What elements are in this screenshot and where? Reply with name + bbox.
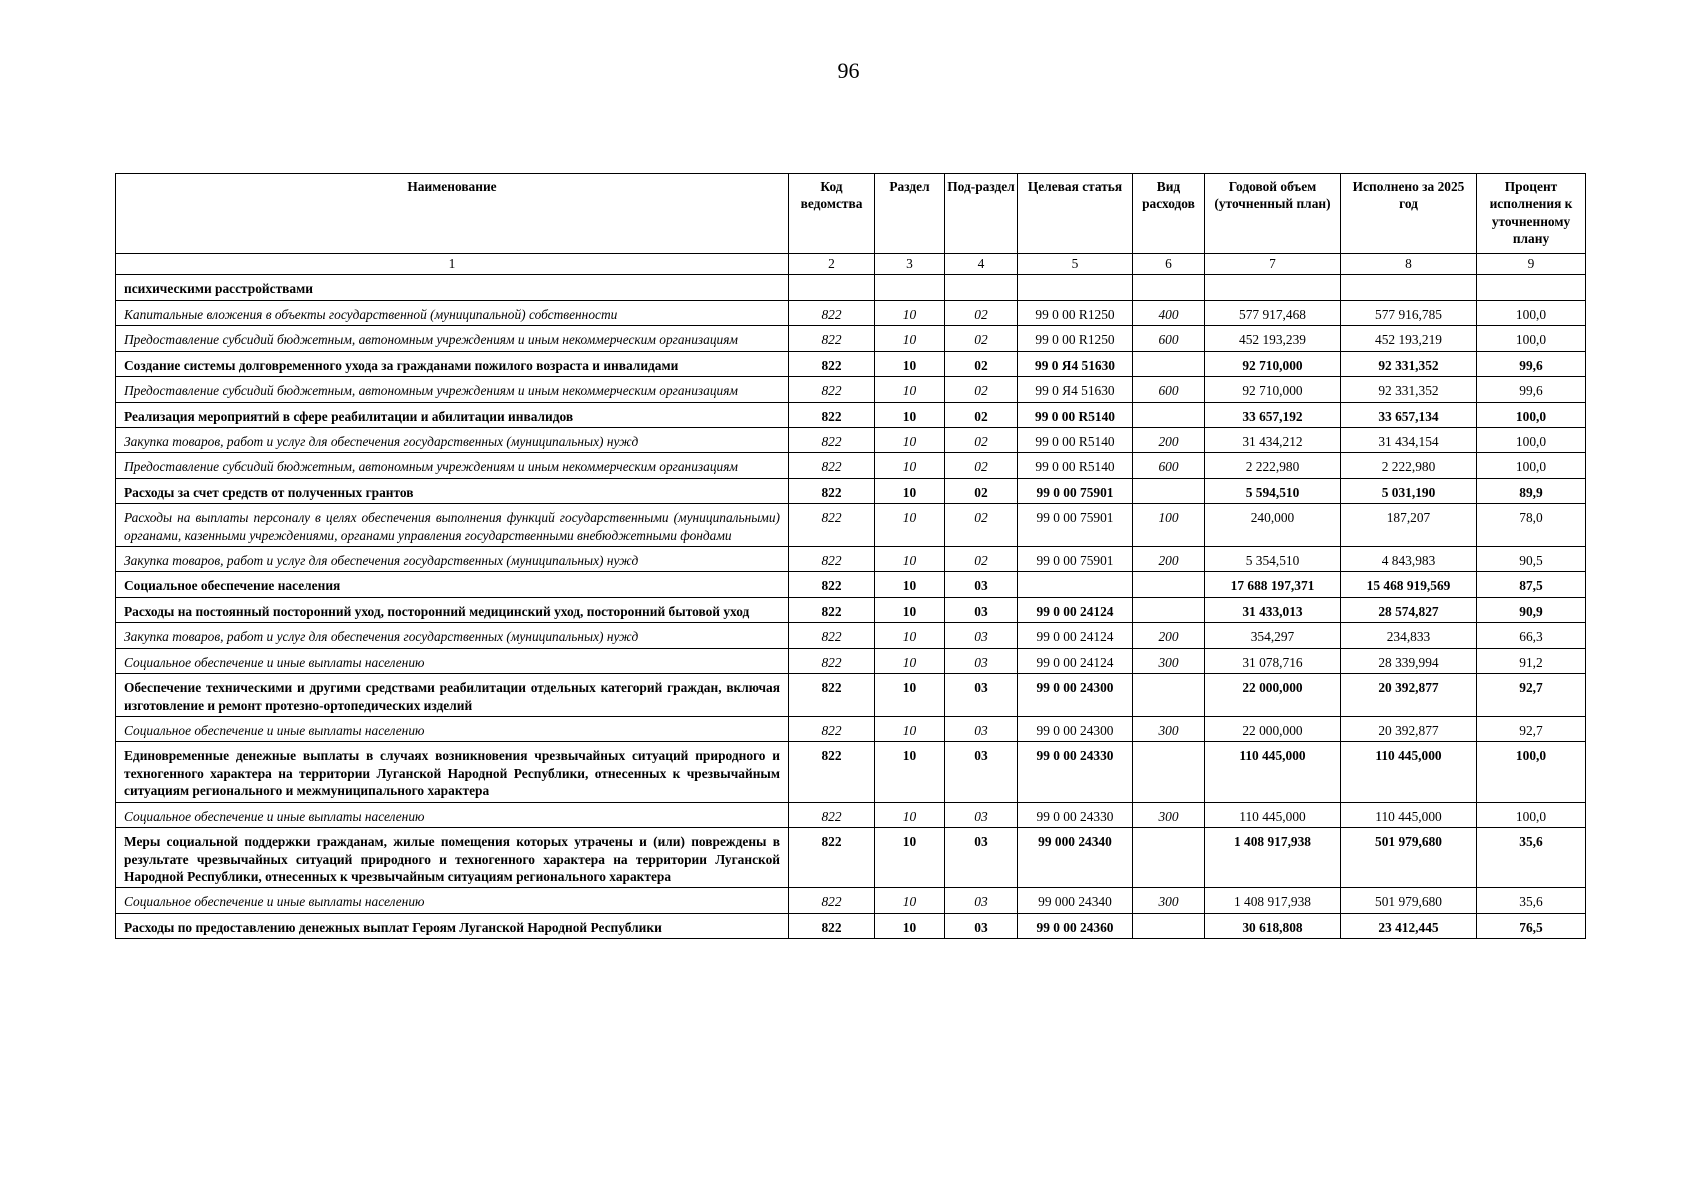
cell-name: Предоставление субсидий бюджетным, автономным учреждениям и иным некоммерческим организациям: [116, 453, 789, 478]
page-number: 96: [837, 58, 860, 83]
cell-annual-plan: 1 408 917,938: [1205, 888, 1341, 913]
cell-name: Реализация мероприятий в сфере реабилитации и абилитации инвалидов: [116, 402, 789, 427]
cell-annual-plan: 33 657,192: [1205, 402, 1341, 427]
column-number: 6: [1133, 254, 1205, 275]
column-number: 4: [945, 254, 1018, 275]
cell-section: 10: [875, 427, 945, 452]
header-target-article: Целевая статья: [1018, 174, 1133, 254]
cell-name: Обеспечение техническими и другими средствами реабилитации отдельных категорий граждан, включая изготовление и ремонт протезно-ортопедических изделий: [116, 674, 789, 717]
cell-executed: [1341, 275, 1477, 300]
cell-section: 10: [875, 648, 945, 673]
cell-expense-kind: 600: [1133, 377, 1205, 402]
cell-name: Закупка товаров, работ и услуг для обеспечения государственных (муниципальных) нужд: [116, 623, 789, 648]
cell-department-code: 822: [789, 828, 875, 888]
cell-target-article: 99 0 00 24330: [1018, 742, 1133, 802]
cell-name: Закупка товаров, работ и услуг для обеспечения государственных (муниципальных) нужд: [116, 427, 789, 452]
cell-name: психическими расстройствами: [116, 275, 789, 300]
cell-executed: 28 574,827: [1341, 597, 1477, 622]
cell-expense-kind: 300: [1133, 888, 1205, 913]
cell-section: [875, 275, 945, 300]
cell-section: 10: [875, 674, 945, 717]
cell-department-code: 822: [789, 326, 875, 351]
header-section: Раздел: [875, 174, 945, 254]
cell-execution-percent: 66,3: [1477, 623, 1586, 648]
cell-expense-kind: 300: [1133, 802, 1205, 827]
cell-section: 10: [875, 377, 945, 402]
cell-executed: 5 031,190: [1341, 478, 1477, 503]
cell-subsection: 02: [945, 427, 1018, 452]
cell-name: Расходы за счет средств от полученных грантов: [116, 478, 789, 503]
cell-annual-plan: 577 917,468: [1205, 300, 1341, 325]
table-row: [116, 913, 1586, 938]
cell-expense-kind: [1133, 572, 1205, 597]
cell-target-article: 99 0 00 24124: [1018, 623, 1133, 648]
cell-target-article: 99 0 00 R5140: [1018, 402, 1133, 427]
cell-target-article: [1018, 572, 1133, 597]
cell-executed: 234,833: [1341, 623, 1477, 648]
cell-name: Предоставление субсидий бюджетным, автономным учреждениям и иным некоммерческим организациям: [116, 377, 789, 402]
cell-department-code: 822: [789, 888, 875, 913]
header-subsection: Под-раздел: [945, 174, 1018, 254]
header-annual-plan: Годовой объем (уточненный план): [1205, 174, 1341, 254]
cell-name: Предоставление субсидий бюджетным, автономным учреждениям и иным некоммерческим организациям: [116, 326, 789, 351]
cell-annual-plan: 5 594,510: [1205, 478, 1341, 503]
table-row: [116, 478, 1586, 503]
cell-name: Социальное обеспечение и иные выплаты населению: [116, 802, 789, 827]
cell-target-article: 99 000 24340: [1018, 888, 1133, 913]
cell-execution-percent: 100,0: [1477, 742, 1586, 802]
cell-target-article: 99 0 00 24124: [1018, 597, 1133, 622]
cell-department-code: 822: [789, 717, 875, 742]
cell-department-code: 822: [789, 802, 875, 827]
cell-annual-plan: 2 222,980: [1205, 453, 1341, 478]
cell-executed: 23 412,445: [1341, 913, 1477, 938]
cell-department-code: 822: [789, 674, 875, 717]
cell-name: Социальное обеспечение и иные выплаты населению: [116, 717, 789, 742]
table-row: [116, 572, 1586, 597]
header-row: [116, 174, 1586, 254]
cell-subsection: 02: [945, 453, 1018, 478]
cell-execution-percent: 35,6: [1477, 828, 1586, 888]
cell-execution-percent: 100,0: [1477, 453, 1586, 478]
column-number: 3: [875, 254, 945, 275]
cell-section: 10: [875, 597, 945, 622]
cell-subsection: 02: [945, 478, 1018, 503]
cell-expense-kind: [1133, 275, 1205, 300]
table-row: [116, 300, 1586, 325]
cell-executed: 28 339,994: [1341, 648, 1477, 673]
cell-execution-percent: [1477, 275, 1586, 300]
cell-execution-percent: 91,2: [1477, 648, 1586, 673]
cell-name: Расходы по предоставлению денежных выплат Героям Луганской Народной Республики: [116, 913, 789, 938]
cell-annual-plan: 452 193,239: [1205, 326, 1341, 351]
cell-executed: 33 657,134: [1341, 402, 1477, 427]
header-department-code: Код ведомства: [789, 174, 875, 254]
cell-department-code: 822: [789, 377, 875, 402]
cell-execution-percent: 100,0: [1477, 326, 1586, 351]
cell-target-article: 99 0 00 75901: [1018, 504, 1133, 547]
cell-executed: 452 193,219: [1341, 326, 1477, 351]
cell-annual-plan: 1 408 917,938: [1205, 828, 1341, 888]
cell-expense-kind: [1133, 402, 1205, 427]
cell-expense-kind: 600: [1133, 326, 1205, 351]
cell-execution-percent: 90,9: [1477, 597, 1586, 622]
cell-subsection: 03: [945, 742, 1018, 802]
cell-section: 10: [875, 913, 945, 938]
cell-target-article: 99 0 00 75901: [1018, 547, 1133, 572]
cell-expense-kind: [1133, 828, 1205, 888]
cell-subsection: 02: [945, 504, 1018, 547]
cell-annual-plan: 31 433,013: [1205, 597, 1341, 622]
header-executed: Исполнено за 2025 год: [1341, 174, 1477, 254]
cell-subsection: 03: [945, 572, 1018, 597]
cell-target-article: 99 0 Я4 51630: [1018, 377, 1133, 402]
cell-name: Расходы на выплаты персоналу в целях обеспечения выполнения функций государственными (муниципальными) органами, казенными учреждениями, органами управления государственными внебюджетными фондами: [116, 504, 789, 547]
cell-department-code: 822: [789, 351, 875, 376]
table-row: [116, 802, 1586, 827]
cell-target-article: [1018, 275, 1133, 300]
cell-executed: 2 222,980: [1341, 453, 1477, 478]
table-body: [116, 275, 1586, 939]
cell-subsection: [945, 275, 1018, 300]
cell-section: 10: [875, 300, 945, 325]
cell-subsection: 03: [945, 828, 1018, 888]
cell-target-article: 99 0 00 R1250: [1018, 326, 1133, 351]
table-row: [116, 648, 1586, 673]
cell-department-code: 822: [789, 572, 875, 597]
column-number: 9: [1477, 254, 1586, 275]
cell-execution-percent: 76,5: [1477, 913, 1586, 938]
table-row: [116, 674, 1586, 717]
table-row: [116, 326, 1586, 351]
cell-department-code: 822: [789, 547, 875, 572]
cell-section: 10: [875, 402, 945, 427]
cell-department-code: 822: [789, 597, 875, 622]
cell-expense-kind: 200: [1133, 547, 1205, 572]
table-row: [116, 453, 1586, 478]
cell-annual-plan: 92 710,000: [1205, 351, 1341, 376]
budget-execution-table: [115, 173, 1586, 939]
cell-execution-percent: 100,0: [1477, 402, 1586, 427]
cell-expense-kind: 600: [1133, 453, 1205, 478]
cell-target-article: 99 0 00 24124: [1018, 648, 1133, 673]
cell-department-code: 822: [789, 623, 875, 648]
cell-execution-percent: 87,5: [1477, 572, 1586, 597]
cell-annual-plan: 31 078,716: [1205, 648, 1341, 673]
cell-name: Капитальные вложения в объекты государственной (муниципальной) собственности: [116, 300, 789, 325]
column-number: 2: [789, 254, 875, 275]
cell-subsection: 02: [945, 351, 1018, 376]
cell-subsection: 02: [945, 547, 1018, 572]
cell-section: 10: [875, 453, 945, 478]
cell-executed: 92 331,352: [1341, 377, 1477, 402]
table-row: [116, 623, 1586, 648]
cell-execution-percent: 92,7: [1477, 717, 1586, 742]
cell-annual-plan: 110 445,000: [1205, 802, 1341, 827]
column-number: 7: [1205, 254, 1341, 275]
table-row: [116, 402, 1586, 427]
table-row: [116, 547, 1586, 572]
cell-department-code: 822: [789, 478, 875, 503]
table-row: [116, 828, 1586, 888]
cell-section: 10: [875, 326, 945, 351]
cell-executed: 110 445,000: [1341, 802, 1477, 827]
cell-section: 10: [875, 717, 945, 742]
cell-expense-kind: [1133, 478, 1205, 503]
cell-annual-plan: 30 618,808: [1205, 913, 1341, 938]
table-row: [116, 888, 1586, 913]
cell-department-code: 822: [789, 427, 875, 452]
cell-department-code: 822: [789, 742, 875, 802]
cell-subsection: 03: [945, 674, 1018, 717]
cell-department-code: 822: [789, 300, 875, 325]
cell-section: 10: [875, 828, 945, 888]
cell-subsection: 03: [945, 913, 1018, 938]
cell-subsection: 03: [945, 717, 1018, 742]
cell-executed: 501 979,680: [1341, 888, 1477, 913]
cell-executed: 4 843,983: [1341, 547, 1477, 572]
cell-name: Социальное обеспечение населения: [116, 572, 789, 597]
cell-execution-percent: 100,0: [1477, 802, 1586, 827]
cell-expense-kind: [1133, 913, 1205, 938]
cell-subsection: 02: [945, 402, 1018, 427]
cell-execution-percent: 99,6: [1477, 351, 1586, 376]
cell-execution-percent: 78,0: [1477, 504, 1586, 547]
cell-executed: 187,207: [1341, 504, 1477, 547]
cell-annual-plan: 92 710,000: [1205, 377, 1341, 402]
cell-expense-kind: 300: [1133, 717, 1205, 742]
cell-target-article: 99 0 00 24330: [1018, 802, 1133, 827]
cell-subsection: 03: [945, 888, 1018, 913]
cell-executed: 15 468 919,569: [1341, 572, 1477, 597]
cell-section: 10: [875, 351, 945, 376]
cell-expense-kind: [1133, 674, 1205, 717]
cell-executed: 92 331,352: [1341, 351, 1477, 376]
cell-expense-kind: 200: [1133, 623, 1205, 648]
cell-execution-percent: 92,7: [1477, 674, 1586, 717]
cell-expense-kind: [1133, 351, 1205, 376]
cell-execution-percent: 100,0: [1477, 300, 1586, 325]
cell-target-article: 99 0 Я4 51630: [1018, 351, 1133, 376]
cell-target-article: 99 000 24340: [1018, 828, 1133, 888]
cell-executed: 577 916,785: [1341, 300, 1477, 325]
cell-annual-plan: 17 688 197,371: [1205, 572, 1341, 597]
cell-executed: 20 392,877: [1341, 674, 1477, 717]
cell-target-article: 99 0 00 R5140: [1018, 427, 1133, 452]
cell-execution-percent: 99,6: [1477, 377, 1586, 402]
cell-execution-percent: 89,9: [1477, 478, 1586, 503]
table-row: [116, 427, 1586, 452]
cell-target-article: 99 0 00 24300: [1018, 674, 1133, 717]
table-row: [116, 377, 1586, 402]
cell-subsection: 03: [945, 597, 1018, 622]
cell-name: Единовременные денежные выплаты в случаях возникновения чрезвычайных ситуаций природного и техногенного характера на территории Луганской Народной Республики, отнесенных к чрезвычайным ситуациям регионального и межмуниципального характера: [116, 742, 789, 802]
cell-section: 10: [875, 478, 945, 503]
cell-subsection: 03: [945, 802, 1018, 827]
header-name: Наименование: [116, 174, 789, 254]
cell-annual-plan: 22 000,000: [1205, 717, 1341, 742]
cell-department-code: 822: [789, 402, 875, 427]
cell-annual-plan: 110 445,000: [1205, 742, 1341, 802]
cell-section: 10: [875, 888, 945, 913]
header-execution-percent: Процент исполнения к уточненному плану: [1477, 174, 1586, 254]
header-expense-kind: Вид расходов: [1133, 174, 1205, 254]
cell-annual-plan: [1205, 275, 1341, 300]
cell-expense-kind: 100: [1133, 504, 1205, 547]
column-number-row: [116, 254, 1586, 275]
cell-expense-kind: 200: [1133, 427, 1205, 452]
cell-target-article: 99 0 00 24360: [1018, 913, 1133, 938]
cell-expense-kind: [1133, 742, 1205, 802]
cell-annual-plan: 354,297: [1205, 623, 1341, 648]
cell-target-article: 99 0 00 R5140: [1018, 453, 1133, 478]
table-row: [116, 742, 1586, 802]
cell-executed: 20 392,877: [1341, 717, 1477, 742]
cell-target-article: 99 0 00 24300: [1018, 717, 1133, 742]
column-number: 5: [1018, 254, 1133, 275]
cell-department-code: 822: [789, 453, 875, 478]
cell-subsection: 03: [945, 623, 1018, 648]
cell-section: 10: [875, 547, 945, 572]
cell-section: 10: [875, 572, 945, 597]
cell-target-article: 99 0 00 75901: [1018, 478, 1133, 503]
cell-subsection: 02: [945, 377, 1018, 402]
cell-name: Расходы на постоянный посторонний уход, посторонний медицинский уход, посторонний бытовой уход: [116, 597, 789, 622]
cell-department-code: 822: [789, 913, 875, 938]
cell-annual-plan: 240,000: [1205, 504, 1341, 547]
cell-expense-kind: 400: [1133, 300, 1205, 325]
cell-department-code: [789, 275, 875, 300]
cell-execution-percent: 35,6: [1477, 888, 1586, 913]
cell-executed: 31 434,154: [1341, 427, 1477, 452]
cell-subsection: 02: [945, 300, 1018, 325]
cell-section: 10: [875, 802, 945, 827]
cell-annual-plan: 22 000,000: [1205, 674, 1341, 717]
cell-department-code: 822: [789, 648, 875, 673]
cell-execution-percent: 90,5: [1477, 547, 1586, 572]
cell-name: Создание системы долговременного ухода за гражданами пожилого возраста и инвалидами: [116, 351, 789, 376]
cell-name: Меры социальной поддержки гражданам, жилые помещения которых утрачены и (или) повреждены в результате чрезвычайных ситуаций природного и техногенного характера на территории Луганской Народной Республики, отнесенных к чрезвычайным ситуациям регионального характера: [116, 828, 789, 888]
cell-executed: 501 979,680: [1341, 828, 1477, 888]
cell-name: Социальное обеспечение и иные выплаты населению: [116, 888, 789, 913]
cell-subsection: 02: [945, 326, 1018, 351]
cell-section: 10: [875, 623, 945, 648]
cell-subsection: 03: [945, 648, 1018, 673]
cell-name: Закупка товаров, работ и услуг для обеспечения государственных (муниципальных) нужд: [116, 547, 789, 572]
table-row: [116, 597, 1586, 622]
table-row: [116, 275, 1586, 300]
cell-expense-kind: [1133, 597, 1205, 622]
cell-section: 10: [875, 504, 945, 547]
table-row: [116, 717, 1586, 742]
cell-annual-plan: 31 434,212: [1205, 427, 1341, 452]
cell-expense-kind: 300: [1133, 648, 1205, 673]
cell-target-article: 99 0 00 R1250: [1018, 300, 1133, 325]
table-row: [116, 351, 1586, 376]
cell-execution-percent: 100,0: [1477, 427, 1586, 452]
cell-executed: 110 445,000: [1341, 742, 1477, 802]
column-number: 1: [116, 254, 789, 275]
table-row: [116, 504, 1586, 547]
cell-section: 10: [875, 742, 945, 802]
cell-department-code: 822: [789, 504, 875, 547]
cell-annual-plan: 5 354,510: [1205, 547, 1341, 572]
column-number: 8: [1341, 254, 1477, 275]
cell-name: Социальное обеспечение и иные выплаты населению: [116, 648, 789, 673]
